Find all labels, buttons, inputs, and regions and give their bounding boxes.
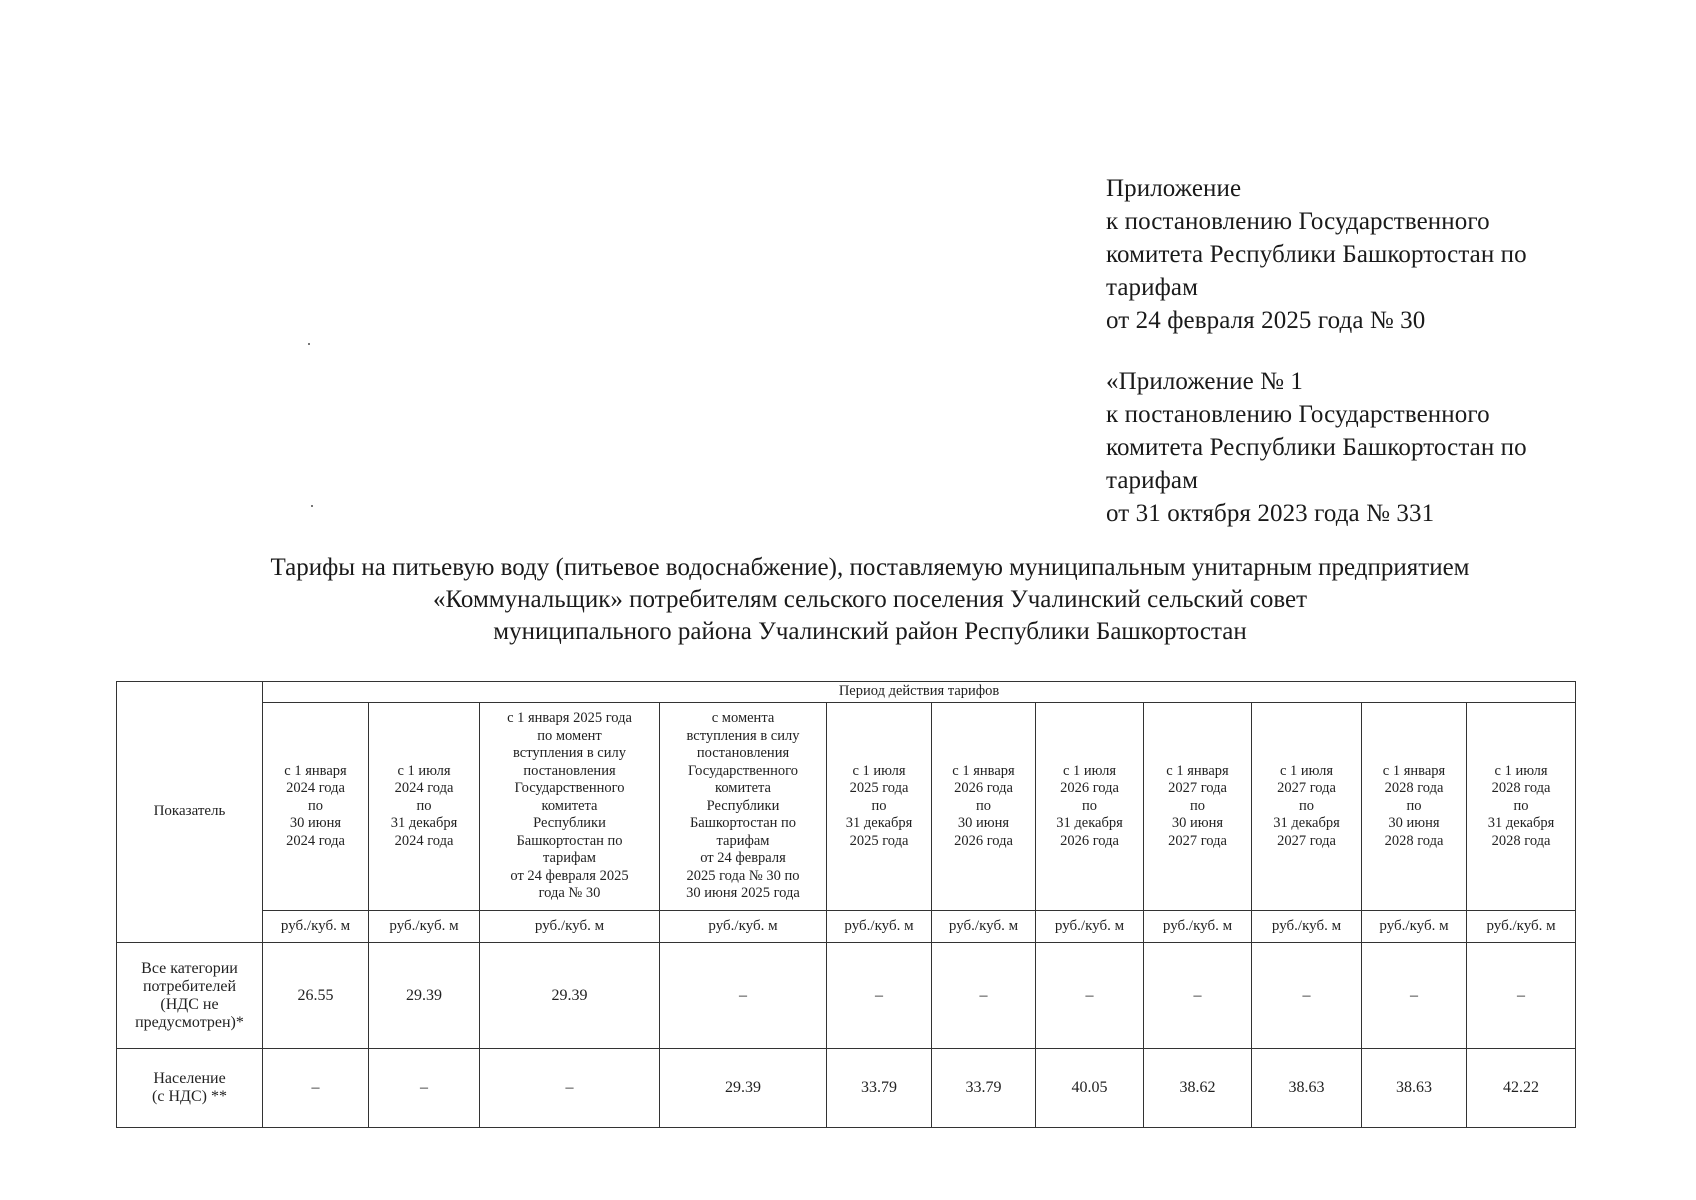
unit-cell: руб./куб. м: [1036, 911, 1144, 943]
tariff-value: 33.79: [827, 1049, 932, 1128]
title-line: «Коммунальщик» потребителям сельского поселения Учалинский сельский совет: [432, 586, 1307, 613]
unit-cell: руб./куб. м: [1362, 911, 1467, 943]
period-cell: [1467, 703, 1576, 911]
unit-cell: руб./куб. м: [932, 911, 1036, 943]
row-label-text: Население (с НДС) **: [152, 1070, 227, 1105]
appendix-line: комитета Республики Башкортостан по: [1106, 241, 1527, 268]
unit-cell: руб./куб. м: [263, 911, 369, 943]
period-cell: [1362, 703, 1467, 911]
appendix-line: Приложение: [1106, 175, 1242, 202]
document-title: [120, 552, 1620, 648]
appendix-note-current: [1106, 172, 1606, 337]
tariff-value: 42.22: [1467, 1049, 1576, 1128]
tariff-value: –: [1362, 943, 1467, 1049]
table-row: [117, 943, 1576, 1049]
tariff-value: 33.79: [932, 1049, 1036, 1128]
tariff-value: –: [660, 943, 827, 1049]
unit-cell: руб./куб. м: [1252, 911, 1362, 943]
period-text: с 1 января 2028 года по 30 июня 2028 года: [1382, 762, 1446, 849]
row-label: [117, 1049, 263, 1128]
tariff-value: 26.55: [263, 943, 369, 1049]
table-row: [117, 1049, 1576, 1128]
tariff-value: 29.39: [660, 1049, 827, 1128]
period-text: с момента вступления в силу постановления Государственного комитета Республики Башкортостан по тарифам от 24 февраля 2025 года № 30 по 30 июня 2025 года: [686, 710, 800, 902]
tariff-value: 29.39: [480, 943, 660, 1049]
appendix-line: тарифам: [1106, 274, 1199, 301]
period-cell: [1252, 703, 1362, 911]
unit-cell: руб./куб. м: [660, 911, 827, 943]
unit-cell: руб./куб. м: [369, 911, 480, 943]
unit-cell: руб./куб. м: [480, 911, 660, 943]
appendix-line: от 31 октября 2023 года № 331: [1106, 500, 1435, 527]
tariff-table: [116, 681, 1576, 1128]
period-cell: [932, 703, 1036, 911]
period-text: с 1 января 2025 года по момент вступления в силу постановления Государственного комитета Республики Башкортостан по тарифам от 24 февраля 2025 года № 30: [507, 710, 632, 902]
unit-cell: руб./куб. м: [1144, 911, 1252, 943]
appendix-note-original: [1106, 365, 1606, 530]
period-text: с 1 января 2024 года по 30 июня 2024 года: [284, 762, 347, 849]
tariff-value: –: [1036, 943, 1144, 1049]
title-line: Тарифы на питьевую воду (питьевое водоснабжение), поставляемую муниципальным унитарным предприятием: [270, 554, 1470, 581]
scan-speck: [311, 505, 313, 507]
appendix-line: «Приложение № 1: [1106, 368, 1304, 395]
tariff-value: –: [932, 943, 1036, 1049]
period-text: с 1 июля 2028 года по 31 декабря 2028 года: [1487, 762, 1555, 849]
appendix-line: комитета Республики Башкортостан по: [1106, 434, 1527, 461]
period-cell: [480, 703, 660, 911]
tariff-value: –: [1144, 943, 1252, 1049]
row-label-text: Все категории потребителей (НДС не предусмотрен)*: [135, 959, 244, 1031]
tariff-value: 38.63: [1252, 1049, 1362, 1128]
tariff-value: 40.05: [1036, 1049, 1144, 1128]
tariff-value: –: [480, 1049, 660, 1128]
tariff-value: –: [369, 1049, 480, 1128]
appendix-line: к постановлению Государственного: [1106, 401, 1490, 428]
tariff-value: –: [263, 1049, 369, 1128]
period-cell: [1144, 703, 1252, 911]
period-text: с 1 июля 2026 года по 31 декабря 2026 года: [1056, 762, 1123, 849]
period-header: Период действия тарифов: [263, 682, 1576, 703]
tariff-value: 29.39: [369, 943, 480, 1049]
period-cell: [1036, 703, 1144, 911]
period-text: с 1 июля 2024 года по 31 декабря 2024 года: [390, 762, 458, 849]
period-cell: [369, 703, 480, 911]
period-text: с 1 июля 2027 года по 31 декабря 2027 года: [1273, 762, 1340, 849]
appendix-line: от 24 февраля 2025 года № 30: [1106, 307, 1426, 334]
period-cell: [263, 703, 369, 911]
title-line: муниципального района Учалинский район Республики Башкортостан: [493, 618, 1247, 645]
tariff-value: –: [1467, 943, 1576, 1049]
scan-speck: [308, 343, 310, 345]
tariff-value: –: [1252, 943, 1362, 1049]
tariff-value: 38.62: [1144, 1049, 1252, 1128]
period-text: с 1 января 2027 года по 30 июня 2027 года: [1166, 762, 1229, 849]
appendix-line: к постановлению Государственного: [1106, 208, 1490, 235]
row-label: [117, 943, 263, 1049]
tariff-value: 38.63: [1362, 1049, 1467, 1128]
appendix-line: тарифам: [1106, 467, 1199, 494]
unit-cell: руб./куб. м: [1467, 911, 1576, 943]
indicator-header: Показатель: [117, 682, 263, 943]
tariff-value: –: [827, 943, 932, 1049]
period-text: с 1 января 2026 года по 30 июня 2026 года: [952, 762, 1015, 849]
period-cell: [660, 703, 827, 911]
unit-cell: руб./куб. м: [827, 911, 932, 943]
period-text: с 1 июля 2025 года по 31 декабря 2025 года: [845, 762, 913, 849]
period-cell: [827, 703, 932, 911]
